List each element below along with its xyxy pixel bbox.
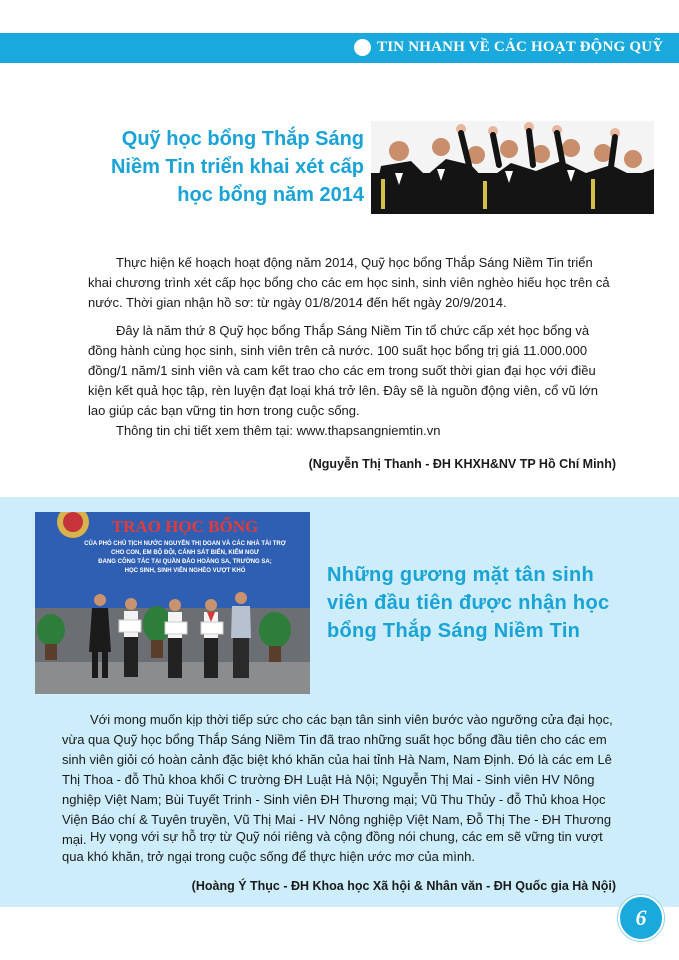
article1-paragraph-1-text: Thực hiện kế hoạch hoạt động năm 2014, Quỹ học bổng Thắp Sáng Niềm Tin triển khai chương trình xét cấp học bổng cho các em học sinh, sinh viên nghèo hiếu học trên cả nước. Thời gian nhận hồ sơ: từ ngày 01/8/2014 đến hết ngày 20/9/2014. [88, 255, 610, 310]
article2-paragraph-1-text: Với mong muốn kịp thời tiếp sức cho các bạn tân sinh viên bước vào ngưỡng cửa đại học, vừa qua Quỹ học bổng Thắp Sáng Niềm Tin đã trao những suất học bổng đầu tiên cho các em sinh viên giỏi có hoàn cảnh đặc biệt khó khăn của hai tỉnh Hà Nam, Nam Định. Đó là các em Lê Thị Thoa - đỗ Thủ khoa khối C trường ĐH Luật Hà Nội; Nguyễn Thị Mai - Sinh viên HV Nông nghiệp Việt Nam; Bùi Tuyết Trinh - Sinh viên ĐH Thương mại; Vũ Thu Thủy - đỗ Thủ khoa Học Viện Báo chí & Tuyên truyền, Vũ Thị Mai - HV Nông nghiệp Việt Nam, Đỗ Thị The - ĐH Thương mại. [62, 712, 613, 847]
scholarship-ceremony-photo [35, 512, 310, 694]
article1-paragraph-2-text: Đây là năm thứ 8 Quỹ học bổng Thắp Sáng Niềm Tin tổ chức cấp xét học bổng và đồng hành cùng học sinh, sinh viên trên cả nước. 100 suất học bổng trị giá 11.000.000 đồng/1 năm/1 sinh viên và cam kết trao cho các em trong suốt thời gian đại học với điều kiện kết quả học tập, rèn luyện đạt loại khá trở lên. Đây sẽ là nguồn động viên, cổ vũ lớn lao giúp các bạn vững tin hơn trong cuộc sống. [88, 323, 598, 418]
bullet-circle-icon [354, 39, 371, 56]
banner-headline: TRAO HỌC BỔNG [111, 517, 259, 536]
article1-paragraph-1 [88, 253, 616, 313]
article1-paragraph-3-text: Thông tin chi tiết xem thêm tại: www.thapsangniemtin.vn [116, 423, 441, 438]
ceremony-photo-illustration [35, 512, 310, 694]
article1-paragraph-2 [88, 321, 616, 421]
article2-signature: (Hoàng Ý Thục - ĐH Khoa học Xã hội & Nhân văn - ĐH Quốc gia Hà Nội) [191, 879, 616, 893]
article2-title: Những gương mặt tân sinh viên đầu tiên được nhận học bổng Thắp Sáng Niềm Tin [327, 564, 610, 642]
graduates-photo [371, 121, 654, 214]
banner-line-3: ĐANG CÔNG TÁC TẠI QUẦN ĐẢO HOÀNG SA, TRƯỜNG SA; [98, 559, 272, 565]
banner-line-1: CỦA PHÓ CHỦ TỊCH NƯỚC NGUYỄN THỊ DOAN VÀ CÁC NHÀ TÀI TRỢ [84, 541, 286, 547]
article2-paragraph-2-text: Hy vọng với sự hỗ trợ từ Quỹ nói riêng và cộng đồng nói chung, các em sẽ vững tin vượt qua khó khăn, trở ngại trong cuộc sống để thực hiện ước mơ của mình. [62, 829, 603, 864]
article1-paragraph-3 [88, 421, 616, 441]
section-title: TIN NHANH VỀ CÁC HOẠT ĐỘNG QUỸ [377, 39, 664, 55]
article1-title: Quỹ học bổng Thắp Sáng Niềm Tin triển khai xét cấp học bổng năm 2014 [110, 128, 364, 206]
banner-line-2: CHO CON, EM BỘ ĐỘI, CẢNH SÁT BIỂN, KIỂM NGƯ [111, 550, 259, 556]
article1-signature: (Nguyễn Thị Thanh - ĐH KHXH&NV TP Hồ Chí Minh) [308, 457, 616, 471]
banner-line-4: HỌC SINH, SINH VIÊN NGHÈO VƯỢT KHÓ [124, 568, 246, 574]
article2-paragraph-2 [62, 827, 616, 867]
page-number-badge [618, 895, 664, 941]
page-number: 6 [635, 905, 647, 930]
graduates-photo-illustration [371, 121, 654, 214]
